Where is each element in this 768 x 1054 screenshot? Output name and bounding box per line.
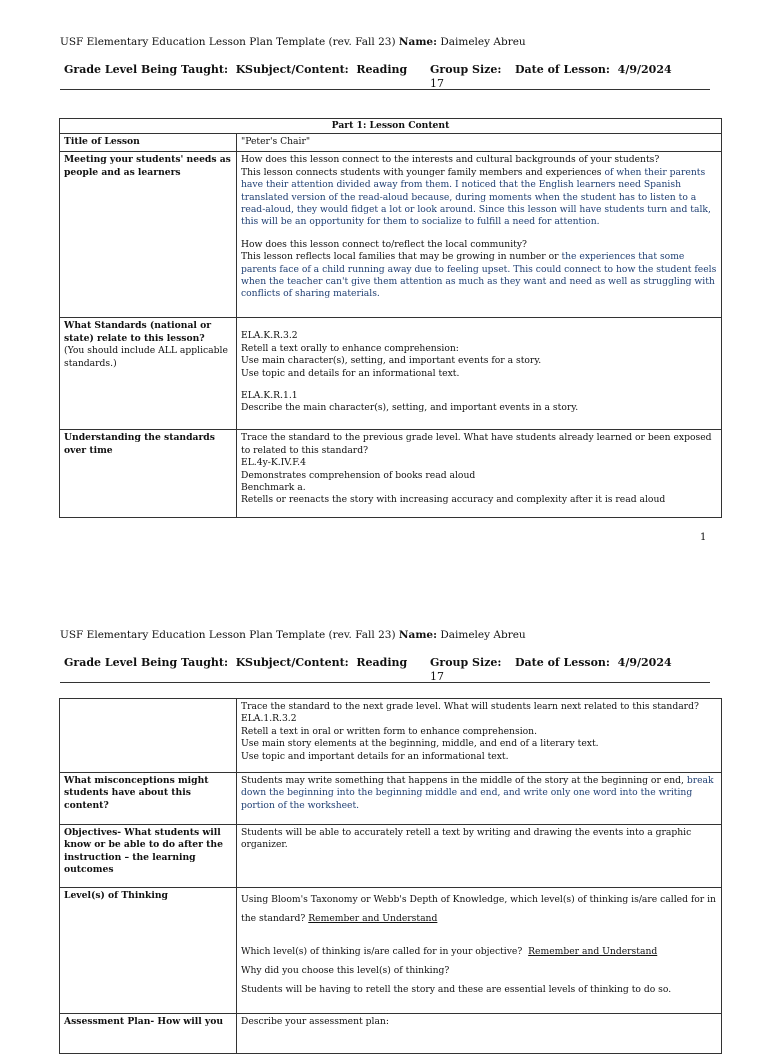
standards-sublabel: (You should include ALL applicable standards.) bbox=[64, 345, 228, 369]
group-label: Group Size: bbox=[430, 656, 502, 669]
needs-label: Meeting your students' needs as people and as learners bbox=[60, 152, 237, 318]
objectives-cell: Students will be able to accurately retell a text by writing and drawing the events into a graphic organizer. bbox=[237, 825, 722, 888]
table-row bbox=[60, 773, 722, 825]
objective-level-answer: Remember and Understand bbox=[528, 946, 658, 957]
grade-value: K bbox=[235, 656, 246, 669]
assessment-cell: Describe your assessment plan: bbox=[237, 1014, 722, 1054]
misconceptions-label: What misconceptions might students have about this content? bbox=[60, 773, 237, 825]
standards-label: What Standards (national or state) relate to this lesson? (You should include ALL applicable standards.) bbox=[60, 318, 237, 430]
header-rule bbox=[60, 89, 710, 90]
thinking-label: Level(s) of Thinking bbox=[60, 888, 237, 1014]
grade-label: Grade Level Being Taught: bbox=[64, 63, 229, 76]
standard-level-answer: Remember and Understand bbox=[308, 913, 438, 924]
lesson-info-row bbox=[60, 656, 710, 682]
needs-answer-1: This lesson connects students with younger family members and experiences of when their parents have their attention divided away from them. I noticed that the English learners need Spanish translated version of the read-aloud because, during moments when the student has to listen to a read-aloud, they would fidget a lot or look around. Since this lesson will have students turn and talk, this will be an opportunity for them to socialize to fulfill a need for attention. bbox=[241, 166, 711, 228]
subject-label: Subject/Content: bbox=[245, 656, 349, 669]
lesson-info-row bbox=[60, 63, 710, 89]
date-label: Date of Lesson: bbox=[515, 656, 610, 669]
name-value: Daimeley Abreu bbox=[440, 629, 526, 641]
needs-answer-2: This lesson reflects local families that may be growing in number or the experiences that some parents face of a child running away due to feeling upset. This could connect to how the student feels when the teacher can't give them attention as much as they want and need as well as struggling with conflicts of sharing materials. bbox=[241, 251, 717, 300]
table-row bbox=[60, 888, 722, 1014]
name-label: Name: bbox=[398, 36, 437, 48]
needs-cell bbox=[237, 152, 722, 318]
table-row bbox=[60, 430, 722, 518]
grade-label: Grade Level Being Taught: bbox=[64, 656, 229, 669]
template-header bbox=[60, 629, 526, 641]
standards-cell: ELA.K.R.3.2 Retell a text orally to enhance comprehension: Use main character(s), setting, and important events for a story. Use topic and details for an informational text. ELA.K.R.1.1 Describe the main character(s), setting, and important events in a story. bbox=[237, 318, 722, 430]
table-row bbox=[60, 318, 722, 430]
grade-value: K bbox=[235, 63, 246, 76]
table-row bbox=[60, 699, 722, 773]
title-label: Title of Lesson bbox=[60, 134, 237, 152]
empty-label bbox=[60, 699, 237, 773]
objectives-label: Objectives- What students will know or be able to do after the instruction – the learning outcomes bbox=[60, 825, 237, 888]
misconceptions-cell: Students may write something that happens in the middle of the story at the beginning or end, break down the beginning into the beginning middle and end, and write only one word into the writing portion of the worksheet. bbox=[237, 773, 722, 825]
table-row bbox=[60, 134, 722, 152]
needs-question-2: How does this lesson connect to/reflect the local community? bbox=[241, 238, 527, 250]
template-title: USF Elementary Education Lesson Plan Template (rev. Fall 23) bbox=[60, 36, 396, 48]
template-header bbox=[60, 36, 526, 48]
thinking-cell: Using Bloom's Taxonomy or Webb's Depth of Knowledge, which level(s) of thinking is/are called for in the standard? Remember and Understand Which level(s) of thinking is/are called for in your objective? Remember and Understand Why did you choose this level(s) of thinking? Students will be having to retell the story and these are essential levels of thinking to do so. bbox=[237, 888, 722, 1014]
table-row bbox=[60, 825, 722, 888]
page-2 bbox=[0, 593, 768, 1027]
name-value: Daimeley Abreu bbox=[440, 36, 526, 48]
time-cell: Trace the standard to the previous grade level. What have students already learned or been exposed to related to this standard? EL.4y-K.IV.F.4 Demonstrates comprehension of books read aloud Benchmark a. Retells or reenacts the story with increasing accuracy and complexity after it is read aloud bbox=[237, 430, 722, 518]
subject-label: Subject/Content: bbox=[245, 63, 349, 76]
date-label: Date of Lesson: bbox=[515, 63, 610, 76]
template-title: USF Elementary Education Lesson Plan Template (rev. Fall 23) bbox=[60, 629, 396, 641]
subject-value: Reading bbox=[356, 63, 408, 76]
header-rule bbox=[60, 682, 710, 683]
group-value: 17 bbox=[430, 77, 444, 90]
lesson-content-table-continued bbox=[59, 698, 722, 1054]
date-value: 4/9/2024 bbox=[617, 63, 672, 76]
date-value: 4/9/2024 bbox=[617, 656, 672, 669]
standard-code: ELA.K.R.3.2 bbox=[241, 330, 298, 342]
time-label: Understanding the standards over time bbox=[60, 430, 237, 518]
page-number: 1 bbox=[700, 532, 707, 543]
standard-code: ELA.1.R.3.2 bbox=[241, 713, 297, 725]
title-value: "Peter's Chair" bbox=[237, 134, 722, 152]
assessment-label: Assessment Plan- How will you bbox=[60, 1014, 237, 1054]
subject-value: Reading bbox=[356, 656, 408, 669]
lesson-content-table bbox=[59, 118, 722, 518]
table-row bbox=[60, 1014, 722, 1054]
needs-question-1: How does this lesson connect to the interests and cultural backgrounds of your students? bbox=[241, 154, 660, 166]
group-label: Group Size: bbox=[430, 63, 502, 76]
group-value: 17 bbox=[430, 670, 444, 683]
table-caption: Part 1: Lesson Content bbox=[60, 119, 722, 134]
next-grade-cell: Trace the standard to the next grade level. What will students learn next related to this standard? ELA.1.R.3.2 Retell a text in oral or written form to enhance comprehension. Use main story elements at the beginning, middle, and end of a literary text. Use topic and important details for an informational text. bbox=[237, 699, 722, 773]
table-row bbox=[60, 152, 722, 318]
standard-code: ELA.K.R.1.1 bbox=[241, 390, 298, 402]
name-label: Name: bbox=[398, 629, 437, 641]
